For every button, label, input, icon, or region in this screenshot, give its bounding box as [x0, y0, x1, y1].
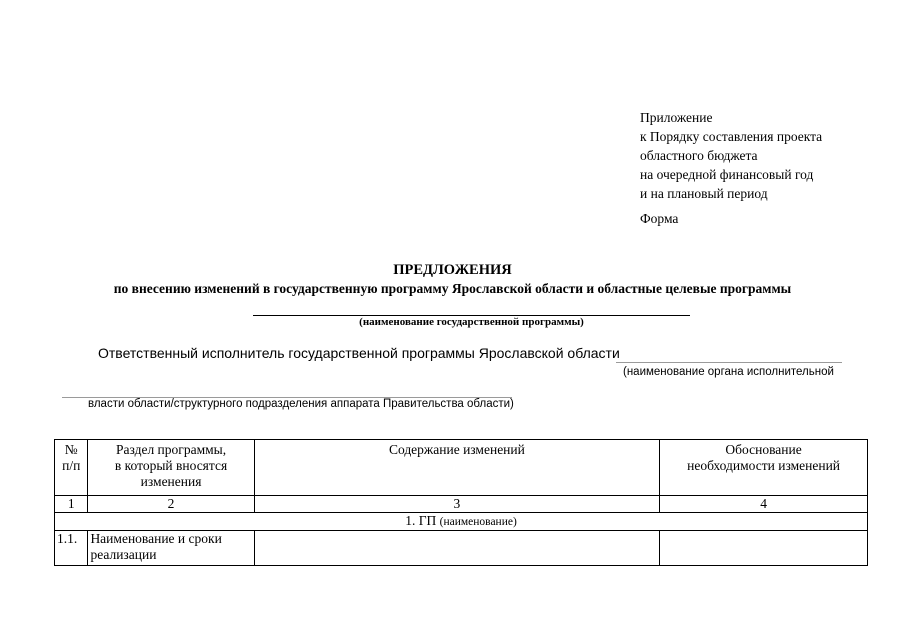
column-number: 3 [254, 496, 659, 513]
table-header-row [55, 440, 868, 496]
header-cell-content [254, 440, 659, 496]
row-section [88, 531, 254, 566]
row-content[interactable] [254, 531, 659, 566]
header-text: № [64, 442, 78, 457]
row-section-text: реализации [90, 547, 157, 562]
row-justification[interactable] [660, 531, 868, 566]
executor-caption-2: власти области/структурного подразделения аппарата Правительства области) [88, 398, 514, 410]
document-title: ПРЕДЛОЖЕНИЯ [393, 262, 512, 278]
header-text: Содержание изменений [388, 442, 525, 457]
column-number: 2 [88, 496, 254, 513]
executor-name-line [616, 362, 842, 363]
section-row [55, 513, 868, 531]
document-subtitle: по внесению изменений в государственную программу Ярославской области и областные целевые программы [113, 281, 792, 296]
section-note: (наименование) [439, 516, 517, 528]
section-cell [55, 513, 868, 531]
header-text: Раздел программы, [116, 442, 227, 457]
appendix-line: областного бюджета [640, 148, 758, 163]
header-cell-section [88, 440, 254, 496]
column-number: 1 [55, 496, 88, 513]
column-number: 4 [660, 496, 868, 513]
header-text: изменения [140, 474, 202, 489]
header-text: Обоснование [725, 442, 802, 457]
header-cell-number [55, 440, 88, 496]
appendix-line: и на плановый период [640, 186, 768, 201]
column-numbers-row [55, 496, 868, 513]
changes-table [54, 439, 868, 566]
form-label: Форма [640, 211, 679, 226]
appendix-line: на очередной финансовый год [640, 167, 814, 182]
appendix-line: к Порядку составления проекта [640, 129, 823, 144]
program-name-caption: (наименование государственной программы) [359, 316, 584, 328]
header-text: необходимости изменений [687, 458, 841, 473]
header-cell-justification [660, 440, 868, 496]
appendix-header [640, 108, 822, 203]
row-section-text: Наименование и сроки [90, 531, 222, 546]
appendix-line: Приложение [640, 110, 713, 125]
table-row [55, 531, 868, 566]
header-text: п/п [62, 458, 81, 473]
executor-caption-1: (наименование органа исполнительной [623, 366, 834, 378]
section-title: 1. ГП [405, 513, 437, 528]
row-number: 1.1. [55, 531, 88, 566]
header-text: в который вносятся [114, 458, 228, 473]
executor-label: Ответственный исполнитель государственной программы Ярославской области [98, 345, 620, 361]
